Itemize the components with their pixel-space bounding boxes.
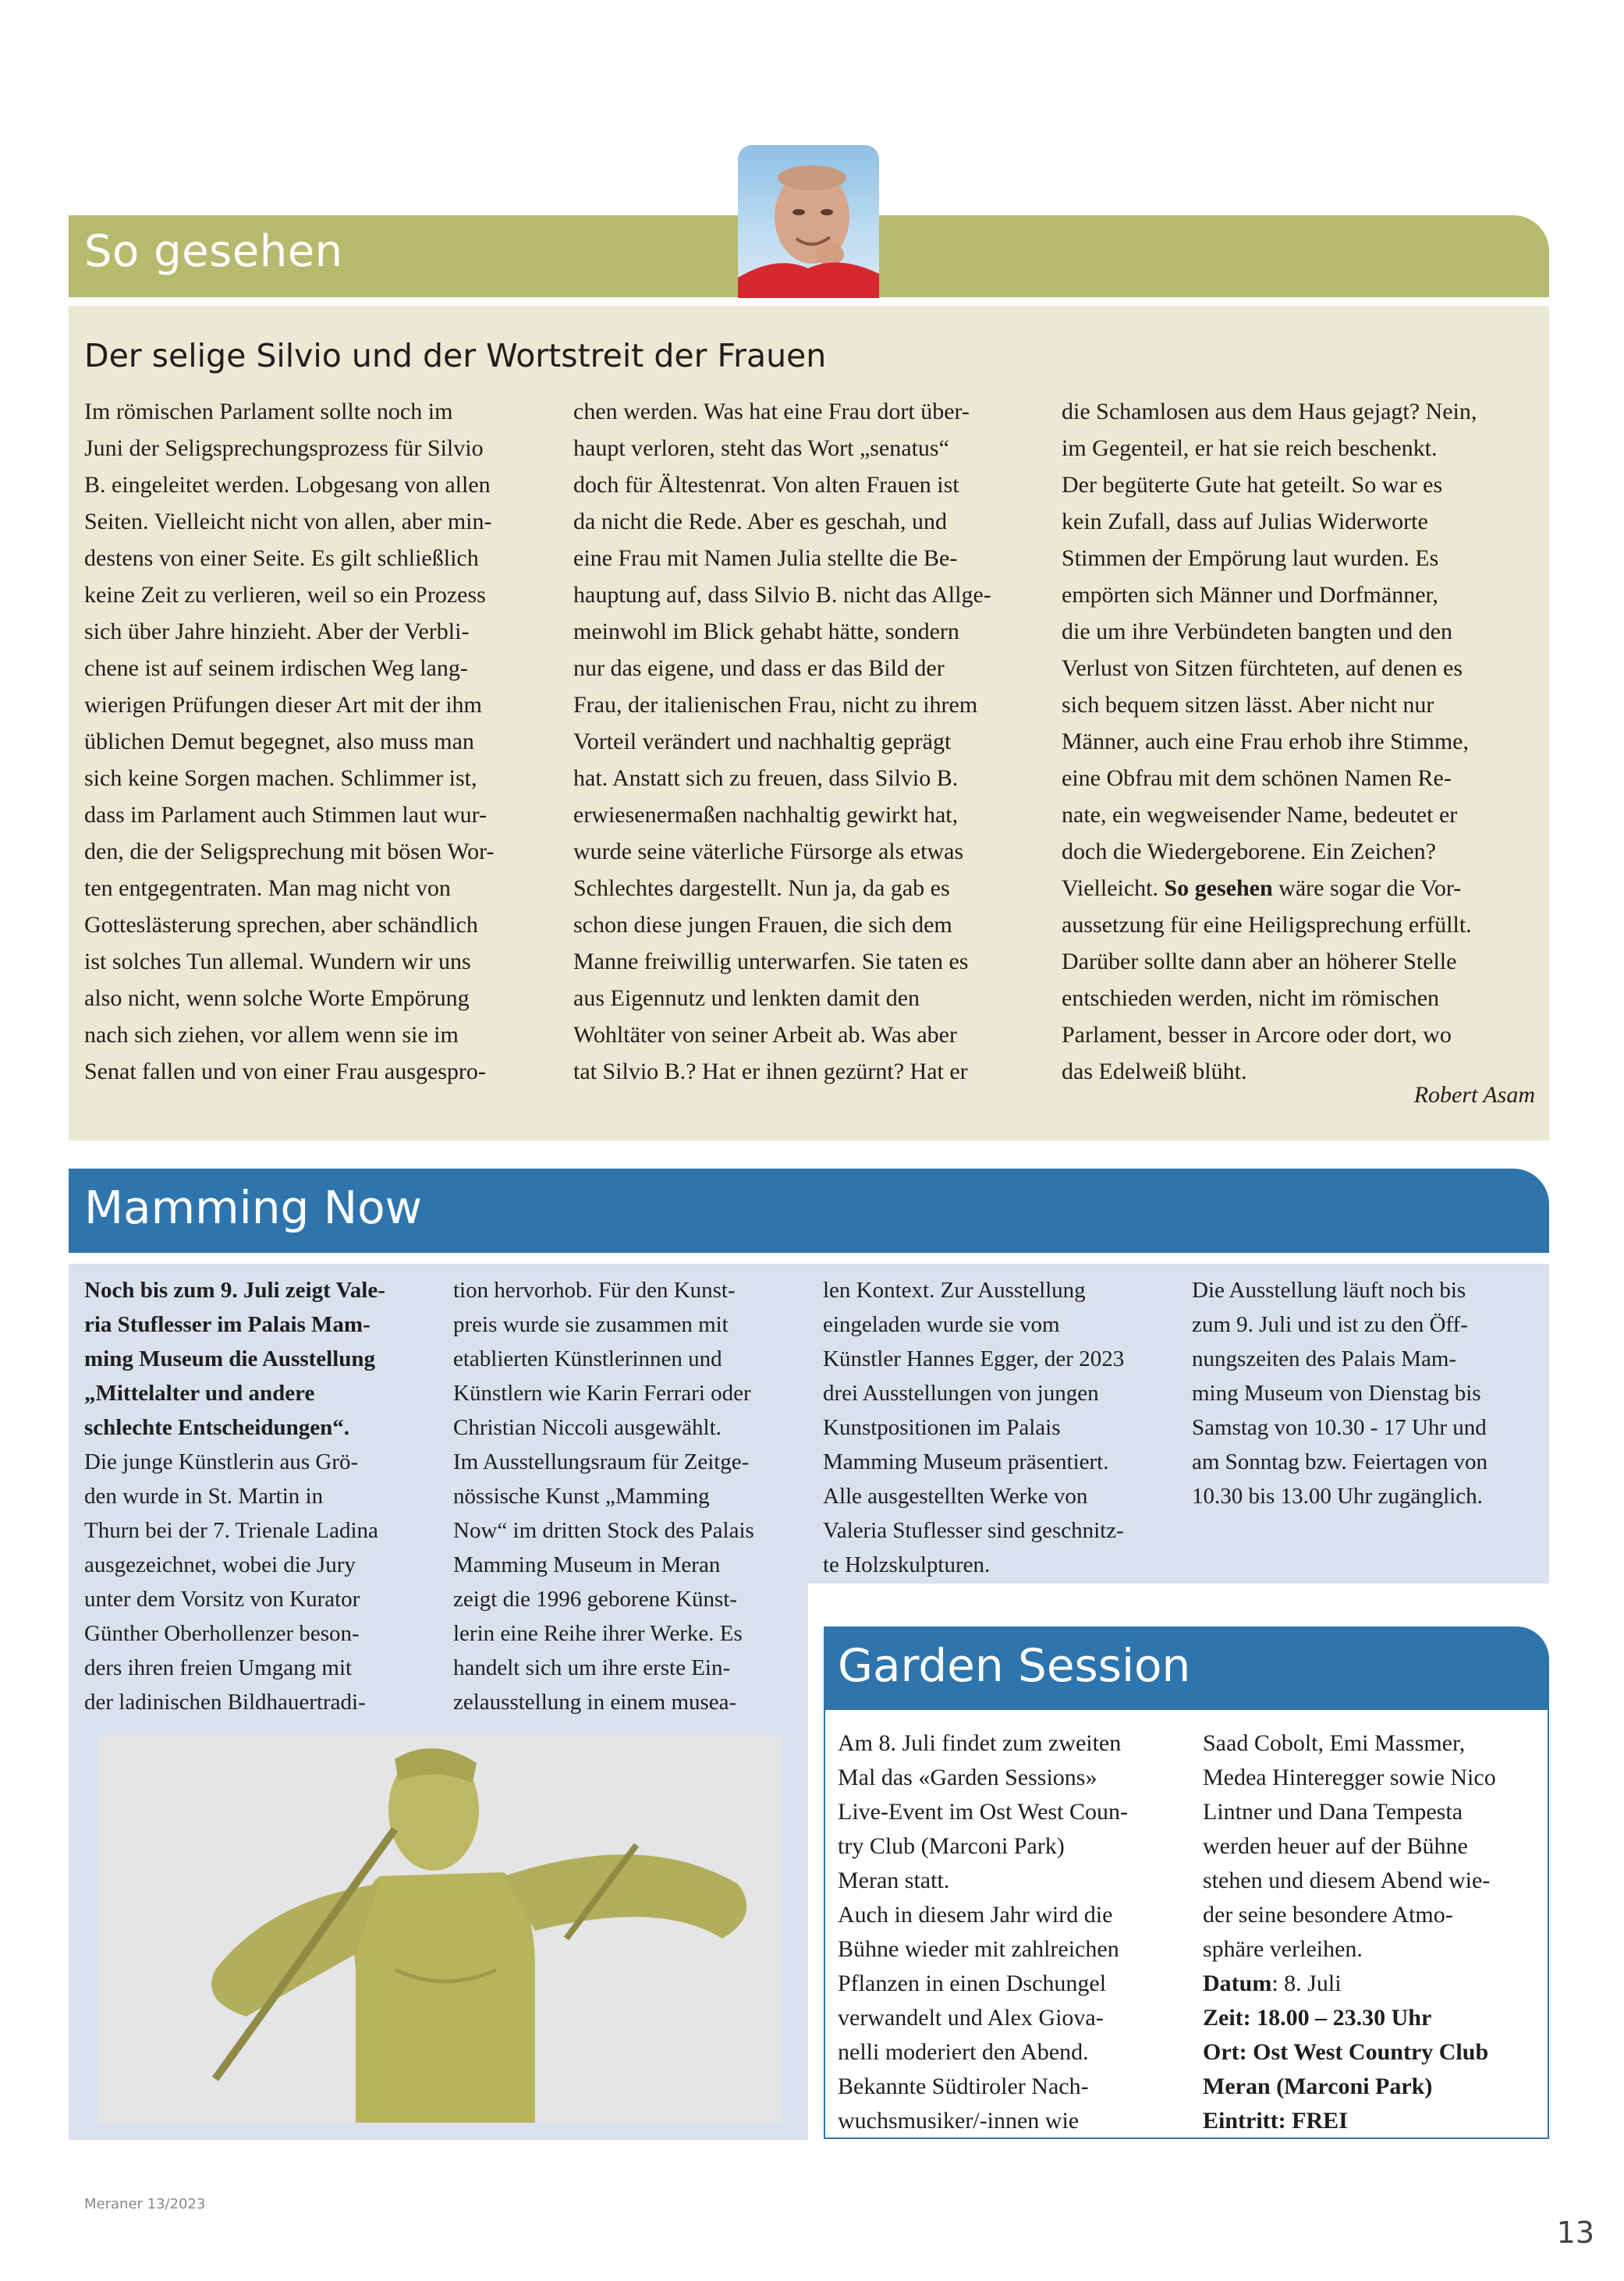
event-date-label: Datum	[1203, 1971, 1272, 1996]
garden-session-header	[824, 1626, 1549, 1708]
mamming-now-lead: Noch bis zum 9. Juli zeigt Vale- ria Stuflesser im Palais Mam- ming Museum die Ausstellung „Mittelalter und andere schlechte Entscheidungen“.	[84, 1278, 385, 1440]
garden-session-column-1: Am 8. Juli findet zum zweiten Mal das «Garden Sessions» Live-Event im Ost West Coun- try Club (Marconi Park) Meran statt. Auch in diesem Jahr wird die Bühne wieder mit zahlreichen Pflanzen in einen Dschungel verwandelt und Alex Giova- nelli moderiert den Abend. Bekannte Südtiroler Nach- wuchsmusiker/-innen wie	[838, 1730, 1128, 2134]
article-column-1: Im römischen Parlament sollte noch im Juni der Seligsprechungsprozess für Silvio B. eingeleitet werden. Lobgesang von allen Seiten. Vielleicht nicht von allen, aber min- destens von einer Seite. Es gilt schließlich keine Zeit zu verlieren, weil so ein Prozess sich über Jahre hinzieht. Aber der Verbli- chene ist auf seinem irdischen Weg lang- wierigen Prüfungen dieser Art mit der ihm üblichen Demut begegnet, also muss man sich keine Sorgen machen. Schlimmer ist, dass im Parlament auch Stimmen laut wur- den, die der Seligsprechung mit bösen Wor- ten entgegentraten. Man mag nicht von Gotteslästerung sprechen, aber schändlich ist solches Tun allemal. Wundern wir uns also nicht, wenn solche Worte Empörung nach sich ziehen, vor allem wenn sie im Senat fallen und von einer Frau ausgespro-	[84, 399, 495, 1084]
event-admission: Eintritt: FREI	[1203, 2108, 1348, 2134]
issue-label: Meraner 13/2023	[84, 2196, 206, 2212]
page-number: 13	[1556, 2215, 1594, 2250]
article-column-3-text-a: die Schamlosen aus dem Haus gejagt? Nein, im Gegenteil, er hat sie reich beschenkt. Der begüterte Gute hat geteilt. So war es kein Zufall, dass auf Julias Widerworte Stimmen der Empörung laut wurden. Es empörten sich Männer und Dorfmänner, die um ihre Verbündeten bangten und den Verlust von Sitzen fürchteten, auf denen es sich bequem sitzen lässt. Aber nicht nur Männer, auch eine Frau erhob ihre Stimme, eine Obfrau mit dem schönen Namen Re- nate, ein wegweisender Name, bedeutet er doch die Wiedergeborene. Ein Zeichen? Vielleicht.	[1062, 399, 1477, 901]
event-date-value: : 8. Juli	[1271, 1971, 1342, 1996]
wooden-sculpture-image	[98, 1736, 782, 2123]
garden-session-column-2-text: Saad Cobolt, Emi Massmer, Medea Hinteregger sowie Nico Lintner und Dana Tempesta werden heuer auf der Bühne stehen und diesem Abend wie- der seine besondere Atmo- sphäre verleihen.	[1203, 1730, 1496, 1962]
mamming-now-column-3: len Kontext. Zur Ausstellung eingeladen wurde sie vom Künstler Hannes Egger, der 2023 drei Ausstellungen von jungen Kunstpositionen im Palais Mamming Museum präsentiert. Alle ausgestellten Werke von Valeria Stuflesser sind geschnitz- te Holzskulpturen.	[823, 1278, 1125, 1577]
garden-session-column-2	[1203, 1726, 1538, 2138]
event-location: Ort: Ost West Country Club Meran (Marconi Park)	[1203, 2039, 1489, 2099]
mamming-now-header	[69, 1169, 1549, 1253]
so-gesehen-title: So gesehen	[84, 226, 343, 277]
so-gesehen-article	[69, 306, 1549, 1140]
author-portrait-image	[738, 145, 879, 298]
article-author: Robert Asam	[1413, 1082, 1535, 1108]
garden-session-title: Garden Session	[838, 1639, 1191, 1692]
article-column-3-text-b: wäre sogar die Vor- aussetzung für eine Heiligsprechung erfüllt. Darüber sollte dann aber an höherer Stelle entschieden werden, nicht im römischen Parlament, besser in Arcore oder dort, wo das Edelweiß blüht.	[1062, 875, 1472, 1084]
mamming-now-column-1-text: Die junge Künstlerin aus Grö- den wurde in St. Martin in Thurn bei der 7. Trienale Ladina ausgezeichnet, wobei die Jury unter dem Vorsitz von Kurator Günther Oberhollenzer beson- ders ihren freien Umgang mit der ladinischen Bildhauertradi-	[84, 1449, 378, 1715]
event-time: Zeit: 18.00 – 23.30 Uhr	[1203, 2005, 1432, 2031]
mamming-now-column-1	[84, 1273, 426, 1719]
article-column-3	[1062, 393, 1530, 1090]
article-emphasis: So gesehen	[1164, 875, 1273, 901]
mamming-now-column-4: Die Ausstellung läuft noch bis zum 9. Juli und ist zu den Öff- nungszeiten des Palais Mam- ming Museum von Dienstag bis Samstag von 10.30 - 17 Uhr und am Sonntag bzw. Feiertagen von 10.30 bis 13.00 Uhr zugänglich.	[1192, 1278, 1488, 1509]
sculpture-photo	[98, 1736, 782, 2123]
article-column-2: chen werden. Was hat eine Frau dort über- haupt verloren, steht das Wort „senatus“ doch für Ältestenrat. Von alten Frauen ist da nicht die Rede. Aber es geschah, und eine Frau mit Namen Julia stellte die Be- hauptung auf, dass Silvio B. nicht das Allge- meinwohl im Blick gehabt hätte, sondern nur das eigene, und dass er das Bild der Frau, der italienischen Frau, nicht zu ihrem Vorteil verändert und nachhaltig geprägt hat. Anstatt sich zu freuen, dass Silvio B. erwiesenermaßen nachhaltig gewirkt hat, wurde seine väterliche Fürsorge als etwas Schlechtes dargestellt. Nun ja, da gab es schon diese jungen Frauen, die sich dem Manne freiwillig unterwarfen. Sie taten es aus Eigennutz und lenkten damit den Wohltäter von seiner Arbeit ab. Was aber tat Silvio B.? Hat er ihnen gezürnt? Hat er	[573, 399, 991, 1084]
article-headline: Der selige Silvio und der Wortstreit der Frauen	[84, 337, 827, 374]
mamming-now-title: Mamming Now	[84, 1181, 423, 1234]
author-photo	[738, 145, 879, 298]
mamming-now-column-2: tion hervorhob. Für den Kunst- preis wurde sie zusammen mit etablierten Künstlerinnen und Künstlern wie Karin Ferrari oder Christian Niccoli ausgewählt. Im Ausstellungsraum für Zeitge- nössische Kunst „Mamming Now“ im dritten Stock des Palais Mamming Museum in Meran zeigt die 1996 geborene Künst- lerin eine Reihe ihrer Werke. Es handelt sich um ihre erste Ein- zelausstellung in einem musea-	[453, 1278, 754, 1715]
